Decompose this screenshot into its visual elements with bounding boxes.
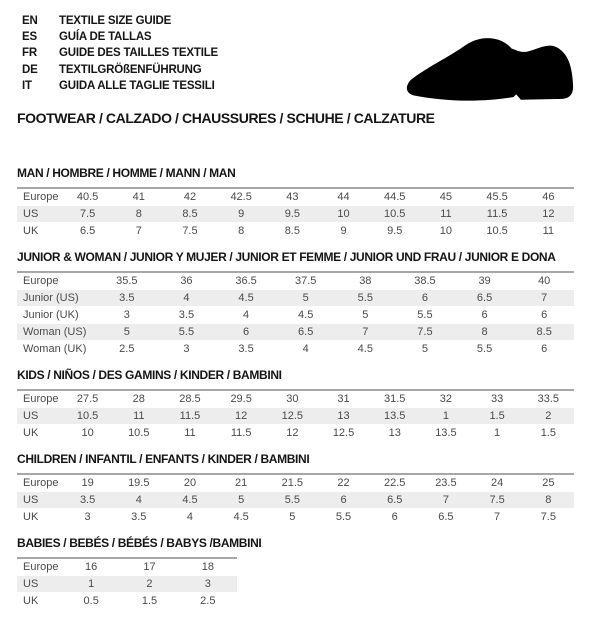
row-label: UK (17, 593, 62, 610)
size-cell: 30 (267, 390, 318, 408)
size-cell: 22.5 (369, 474, 420, 492)
size-cell: 3 (157, 341, 217, 358)
size-cell: 46 (523, 188, 574, 206)
size-cell: 4 (157, 290, 217, 307)
row-label: UK (17, 425, 62, 442)
language-code: DE (22, 63, 38, 76)
row-label: Europe (17, 558, 62, 576)
size-row (17, 425, 574, 442)
size-row (17, 341, 574, 358)
size-cell: 7 (514, 290, 574, 307)
row-label: Europe (17, 272, 97, 290)
size-table-section (17, 452, 577, 526)
language-row (22, 45, 218, 61)
size-cell: 8 (455, 324, 515, 341)
size-cell: 16 (62, 558, 120, 576)
size-cell: 4.5 (336, 341, 396, 358)
size-cell: 7 (336, 324, 396, 341)
size-cell: 13.5 (420, 425, 471, 442)
size-cell: 1.5 (120, 593, 178, 610)
size-cell: 7.5 (523, 509, 574, 526)
size-cell: 2.5 (179, 593, 237, 610)
size-header-row (17, 272, 574, 290)
size-row (17, 290, 574, 307)
size-cell: 3.5 (97, 290, 157, 307)
row-label: Europe (17, 390, 62, 408)
size-cell: 10.5 (62, 408, 113, 425)
size-cell: 38.5 (395, 272, 455, 290)
size-cell: 1.5 (523, 425, 574, 442)
size-cell: 5.5 (318, 509, 369, 526)
size-cell: 25 (523, 474, 574, 492)
size-cell: 9.5 (369, 223, 420, 240)
size-cell: 4.5 (276, 307, 336, 324)
size-table (17, 473, 574, 526)
row-label: Woman (US) (17, 324, 97, 341)
size-cell: 7.5 (472, 492, 523, 509)
size-cell: 41 (113, 188, 164, 206)
size-cell: 4.5 (216, 290, 276, 307)
language-code: ES (22, 31, 37, 44)
size-cell: 13 (318, 408, 369, 425)
size-cell: 5 (267, 509, 318, 526)
size-cell: 13 (369, 425, 420, 442)
size-cell: 8 (113, 206, 164, 223)
size-table (17, 557, 237, 610)
size-row (17, 576, 237, 593)
size-cell: 3 (179, 576, 237, 593)
size-cell: 12 (523, 206, 574, 223)
size-cell: 5 (216, 492, 267, 509)
size-cell: 4.5 (216, 509, 267, 526)
shoe-icon (386, 12, 588, 108)
row-label: US (17, 408, 62, 425)
language-label: GUIDE DES TAILLES TEXTILE (59, 47, 218, 60)
size-cell: 42.5 (216, 188, 267, 206)
size-table (17, 187, 574, 240)
row-label: Junior (US) (17, 290, 97, 307)
category-heading: FOOTWEAR / CALZADO / CHAUSSURES / SCHUHE / CALZATURE (17, 110, 435, 126)
size-cell: 9 (216, 206, 267, 223)
size-row (17, 492, 574, 509)
size-cell: 3.5 (62, 492, 113, 509)
size-cell: 8 (216, 223, 267, 240)
size-cell: 37.5 (276, 272, 336, 290)
size-cell: 12 (267, 425, 318, 442)
size-cell: 5.5 (395, 307, 455, 324)
size-row (17, 408, 574, 425)
language-row (22, 62, 218, 78)
size-cell: 6.5 (455, 290, 515, 307)
size-cell: 11 (523, 223, 574, 240)
size-row (17, 206, 574, 223)
size-cell: 12 (216, 408, 267, 425)
size-cell: 44.5 (369, 188, 420, 206)
size-cell: 2 (523, 408, 574, 425)
size-cell: 8.5 (164, 206, 215, 223)
size-cell: 21 (216, 474, 267, 492)
size-cell: 40 (514, 272, 574, 290)
language-list (22, 13, 218, 94)
row-label: Junior (UK) (17, 307, 97, 324)
size-cell: 36 (157, 272, 217, 290)
size-cell: 29.5 (216, 390, 267, 408)
size-cell: 0.5 (62, 593, 120, 610)
size-cell: 39 (455, 272, 515, 290)
size-header-row (17, 390, 574, 408)
size-cell: 12.5 (267, 408, 318, 425)
size-cell: 32 (420, 390, 471, 408)
size-cell: 6 (395, 290, 455, 307)
size-cell: 4 (113, 492, 164, 509)
size-cell: 6.5 (276, 324, 336, 341)
size-cell: 31 (318, 390, 369, 408)
size-cell: 1 (472, 425, 523, 442)
size-cell: 36.5 (216, 272, 276, 290)
size-cell: 5.5 (267, 492, 318, 509)
size-cell: 5 (395, 341, 455, 358)
row-label: UK (17, 223, 62, 240)
language-label: TEXTILGRÖßENFÜHRUNG (59, 63, 202, 76)
size-table-section (17, 166, 577, 240)
size-cell: 5.5 (157, 324, 217, 341)
size-cell: 1 (420, 408, 471, 425)
size-table-section (17, 368, 577, 442)
size-cell: 38 (336, 272, 396, 290)
size-table-title: BABIES / BEBÉS / BÉBÉS / BABYS /BAMBINI (17, 536, 262, 550)
size-row (17, 307, 574, 324)
size-cell: 3.5 (157, 307, 217, 324)
size-cell: 45 (420, 188, 471, 206)
size-table (17, 389, 574, 442)
size-cell: 7.5 (62, 206, 113, 223)
size-row (17, 509, 574, 526)
row-label: UK (17, 509, 62, 526)
language-code: IT (22, 79, 32, 92)
size-table-title: KIDS / NIÑOS / DES GAMINS / KINDER / BAMBINI (17, 368, 282, 382)
size-cell: 7.5 (395, 324, 455, 341)
size-cell: 4 (216, 307, 276, 324)
size-cell: 4 (164, 509, 215, 526)
size-tables (17, 166, 577, 620)
size-cell: 11 (420, 206, 471, 223)
size-cell: 45.5 (472, 188, 523, 206)
size-table-section (17, 536, 577, 610)
size-cell: 5.5 (455, 341, 515, 358)
size-table-section (17, 250, 577, 358)
size-cell: 42 (164, 188, 215, 206)
size-cell: 10.5 (369, 206, 420, 223)
size-cell: 9 (318, 223, 369, 240)
size-cell: 2 (120, 576, 178, 593)
size-cell: 43 (267, 188, 318, 206)
row-label: Europe (17, 474, 62, 492)
size-cell: 10.5 (472, 223, 523, 240)
size-cell: 3.5 (113, 509, 164, 526)
size-table-title: CHILDREN / INFANTIL / ENFANTS / KINDER / BAMBINI (17, 452, 310, 466)
size-cell: 20 (164, 474, 215, 492)
language-row (22, 78, 218, 94)
size-cell: 6.5 (420, 509, 471, 526)
size-cell: 5.5 (336, 290, 396, 307)
size-cell: 10 (420, 223, 471, 240)
size-cell: 33.5 (523, 390, 574, 408)
size-cell: 11 (113, 408, 164, 425)
size-header-row (17, 188, 574, 206)
size-cell: 24 (472, 474, 523, 492)
size-table-title: JUNIOR & WOMAN / JUNIOR Y MUJER / JUNIOR ET FEMME / JUNIOR UND FRAU / JUNIOR E DONA (17, 250, 556, 264)
size-cell: 2.5 (97, 341, 157, 358)
row-label: US (17, 576, 62, 593)
size-cell: 40.5 (62, 188, 113, 206)
language-row (22, 29, 218, 45)
size-table-title: MAN / HOMBRE / HOMME / MANN / MAN (17, 166, 236, 180)
size-cell: 28 (113, 390, 164, 408)
size-cell: 7 (472, 509, 523, 526)
size-cell: 13.5 (369, 408, 420, 425)
size-header-row (17, 558, 237, 576)
size-cell: 10.5 (113, 425, 164, 442)
size-cell: 10 (62, 425, 113, 442)
size-cell: 6 (369, 509, 420, 526)
size-row (17, 223, 574, 240)
language-code: FR (22, 47, 37, 60)
size-cell: 9.5 (267, 206, 318, 223)
size-cell: 6 (216, 324, 276, 341)
size-cell: 11.5 (216, 425, 267, 442)
size-cell: 12.5 (318, 425, 369, 442)
size-cell: 4.5 (164, 492, 215, 509)
size-cell: 1.5 (472, 408, 523, 425)
size-cell: 3 (97, 307, 157, 324)
size-row (17, 324, 574, 341)
size-cell: 6 (318, 492, 369, 509)
size-cell: 7 (420, 492, 471, 509)
size-cell: 5 (276, 290, 336, 307)
size-cell: 6 (455, 307, 515, 324)
size-cell: 19.5 (113, 474, 164, 492)
row-label: US (17, 492, 62, 509)
row-label: US (17, 206, 62, 223)
size-cell: 21.5 (267, 474, 318, 492)
row-label: Woman (UK) (17, 341, 97, 358)
size-cell: 1 (62, 576, 120, 593)
size-cell: 27.5 (62, 390, 113, 408)
size-cell: 35.5 (97, 272, 157, 290)
size-cell: 3.5 (216, 341, 276, 358)
size-cell: 5 (336, 307, 396, 324)
size-cell: 4 (276, 341, 336, 358)
size-cell: 6 (514, 307, 574, 324)
size-cell: 11 (164, 425, 215, 442)
size-cell: 17 (120, 558, 178, 576)
row-label: Europe (17, 188, 62, 206)
size-cell: 7 (113, 223, 164, 240)
size-cell: 8 (523, 492, 574, 509)
size-header-row (17, 474, 574, 492)
size-cell: 5 (97, 324, 157, 341)
size-cell: 6.5 (369, 492, 420, 509)
language-label: GUIDA ALLE TAGLIE TESSILI (59, 79, 215, 92)
size-cell: 31.5 (369, 390, 420, 408)
size-cell: 33 (472, 390, 523, 408)
size-cell: 8.5 (514, 324, 574, 341)
size-cell: 23.5 (420, 474, 471, 492)
size-cell: 18 (179, 558, 237, 576)
size-cell: 28.5 (164, 390, 215, 408)
size-cell: 19 (62, 474, 113, 492)
size-cell: 11.5 (472, 206, 523, 223)
size-cell: 8.5 (267, 223, 318, 240)
language-row (22, 13, 218, 29)
size-cell: 10 (318, 206, 369, 223)
language-label: TEXTILE SIZE GUIDE (59, 15, 172, 27)
size-cell: 6.5 (62, 223, 113, 240)
language-label: GUÍA DE TALLAS (59, 31, 152, 44)
size-table (17, 271, 574, 358)
size-cell: 7.5 (164, 223, 215, 240)
size-cell: 44 (318, 188, 369, 206)
size-cell: 22 (318, 474, 369, 492)
size-cell: 11.5 (164, 408, 215, 425)
size-cell: 6 (514, 341, 574, 358)
language-code: EN (22, 15, 38, 27)
size-cell: 3 (62, 509, 113, 526)
size-row (17, 593, 237, 610)
